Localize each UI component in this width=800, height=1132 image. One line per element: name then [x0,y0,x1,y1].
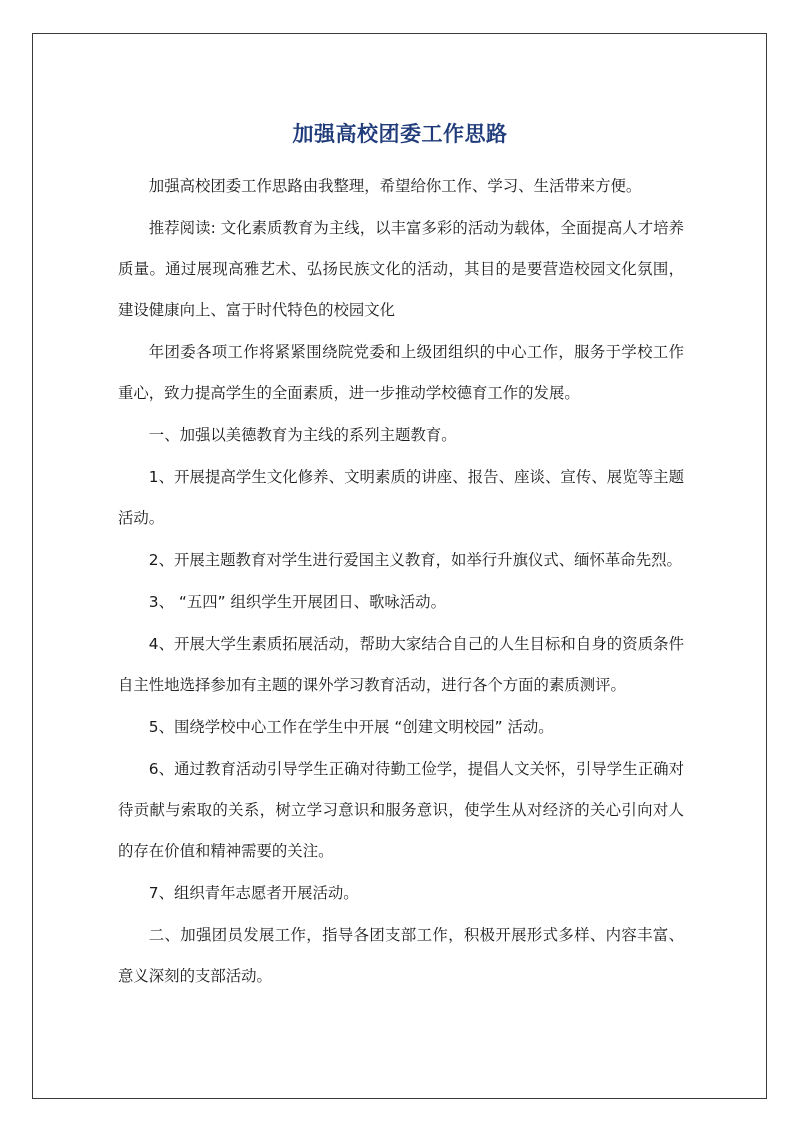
document-body [118,166,684,997]
section-heading-2: 二、加强团员发展工作，指导各团支部工作，积极开展形式多样、内容丰富、意义深刻的支部活动。 [118,926,684,985]
document-title: 加强高校团委工作思路 [292,122,508,147]
section-heading-1: 一、加强以美德教育为主线的系列主题教育。 [148,426,457,444]
paragraph-intro: 加强高校团委工作思路由我整理，希望给你工作、学习、生活带来方便。 [148,177,642,195]
list-item-4: 4、开展大学生素质拓展活动，帮助大家结合自己的人生目标和自身的资质条件自主性地选择参加有主题的课外学习教育活动，进行各个方面的素质测评。 [118,635,684,694]
list-item-1: 1、开展提高学生文化修养、文明素质的讲座、报告、座谈、宣传、展览等主题活动。 [118,468,684,527]
list-item-3: 3、 “五四” 组织学生开展团日、歌咏活动。 [148,593,446,611]
list-item-6: 6、通过教育活动引导学生正确对待勤工俭学，提倡人文关怀，引导学生正确对待贡献与索取的关系，树立学习意识和服务意识，使学生从对经济的关心引向对人的存在价值和精神需要的关注。 [118,760,684,860]
paragraph-recommended-reading: 推荐阅读: 文化素质教育为主线，以丰富多彩的活动为载体，全面提高人才培养质量。通过展现高雅艺术、弘扬民族文化的活动，其目的是要营造校园文化氛围，建设健康向上、富于时代特色的校园文化 [118,219,684,319]
list-item-2: 2、开展主题教育对学生进行爱国主义教育，如举行升旗仪式、缅怀革命先烈。 [148,551,682,569]
list-item-5: 5、围绕学校中心工作在学生中开展 “创建文明校园” 活动。 [148,718,554,736]
list-item-7: 7、组织青年志愿者开展活动。 [148,884,359,902]
paragraph-annual-work: 年团委各项工作将紧紧围绕院党委和上级团组织的中心工作，服务于学校工作重心，致力提高学生的全面素质，进一步推动学校德育工作的发展。 [118,343,684,402]
